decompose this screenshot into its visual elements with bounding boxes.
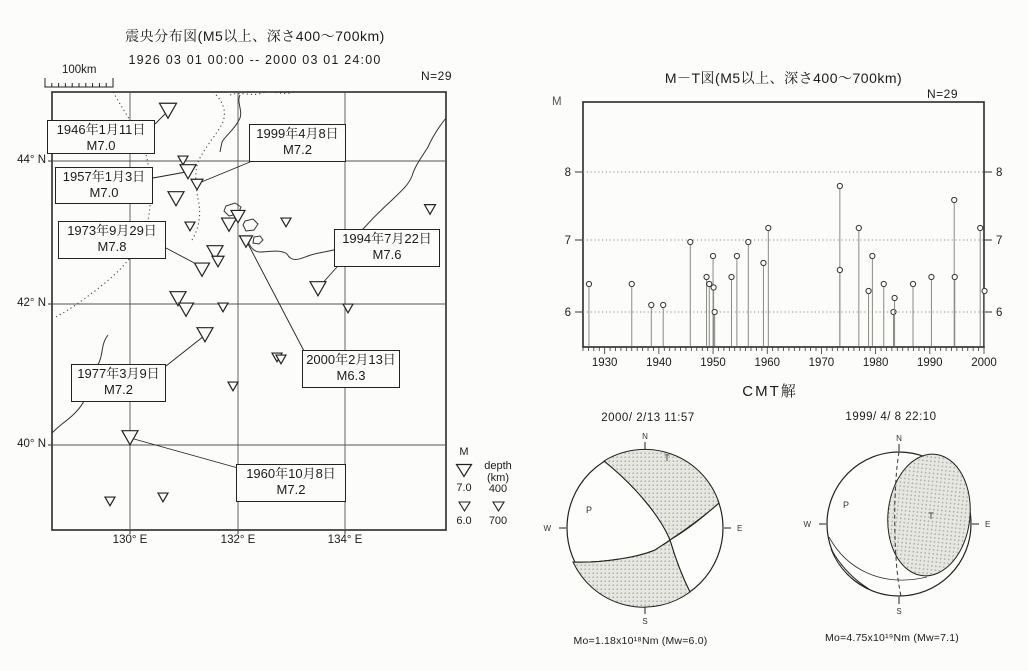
label-leader-line (134, 439, 238, 468)
event-label (55, 167, 153, 204)
mt-data-point (766, 225, 771, 230)
event-label (302, 350, 400, 388)
legend-small-triangle-icon (458, 501, 471, 512)
mt-data-point (910, 281, 915, 286)
mt-data-point (649, 302, 654, 307)
cmt-left-datetime: 2000/ 2/13 11:57 (601, 412, 695, 424)
mt-xtick-label: 1980 (862, 357, 889, 369)
cmt-section-header: CMT解 (742, 383, 798, 400)
map-date-range: 1926 03 01 00:00 -- 2000 03 01 24:00 (128, 53, 382, 67)
epicenter-marker (218, 303, 228, 312)
epicenter-marker (180, 165, 196, 179)
epicenter-marker (425, 205, 436, 215)
mt-chart-title: M－T図(M5以上、深さ400～700km) (664, 70, 903, 86)
event-magnitude: M7.0 (86, 138, 116, 153)
epicenter-marker (222, 218, 237, 231)
event-magnitude: M7.2 (283, 142, 312, 157)
mt-data-point (892, 295, 897, 300)
event-date: 1999年4月8日 (256, 126, 339, 141)
compass-n-label: N (896, 434, 902, 443)
event-label (249, 124, 346, 162)
epicenter-marker (343, 304, 353, 313)
cmt-left-moment: Mo=1.18x10¹⁸Nm (Mw=6.0) (573, 635, 708, 647)
mt-ytick-label: 7 (996, 235, 1003, 247)
mt-xtick-label: 1940 (646, 357, 672, 369)
label-leader-line (199, 162, 250, 183)
legend-depth-shallow: 400 (488, 483, 508, 495)
label-leader-line (153, 172, 186, 178)
p-axis-label: P (585, 505, 593, 515)
mt-xtick-label: 1960 (754, 357, 781, 369)
mt-data-point (881, 281, 886, 286)
mt-data-point (866, 288, 871, 293)
mt-data-point (746, 239, 751, 244)
event-label (334, 229, 440, 267)
cmt-right-datetime: 1999/ 4/ 8 22:10 (845, 411, 937, 423)
map-title: 震央分布図(M5以上、深さ400～700km) (125, 28, 385, 44)
label-leader-line (166, 336, 204, 366)
epicenter-marker (212, 256, 224, 267)
p-axis-label: P (842, 500, 850, 510)
mt-data-point (661, 302, 666, 307)
event-label (47, 120, 155, 154)
event-magnitude: M7.8 (97, 239, 127, 254)
compass-s-label: S (642, 617, 648, 626)
event-label (71, 364, 166, 402)
beachball-2000-02-13 (540, 428, 755, 633)
mt-ytick-label: 8 (996, 167, 1003, 179)
mt-xtick-label: 1970 (808, 357, 835, 369)
mt-y-axis-label: M (552, 96, 562, 108)
mt-ytick-label: 6 (564, 307, 571, 319)
map-scale-label: 100km (62, 64, 97, 76)
epicenter-marker (105, 497, 115, 506)
epicenter-marker (179, 303, 194, 316)
mt-data-point (586, 281, 591, 286)
compass-w-label: W (543, 524, 551, 533)
epicenter-marker (168, 192, 184, 206)
epicenter-marker (160, 103, 177, 118)
epicenter-marker (310, 282, 326, 296)
compass-n-label: N (642, 432, 648, 441)
mt-data-point (729, 274, 734, 279)
event-label (236, 464, 346, 502)
compass-w-label: W (803, 520, 811, 529)
mt-event-count: N=29 (926, 87, 958, 101)
event-magnitude: M7.6 (372, 247, 402, 262)
label-leader-line (247, 242, 304, 351)
epicenter-marker (158, 493, 168, 502)
mt-ytick-label: 8 (564, 167, 571, 179)
legend-depth-deep: 700 (488, 515, 508, 527)
legend-depth-unit: (km) (487, 472, 509, 484)
epicenter-marker (185, 222, 195, 231)
mt-data-point (870, 253, 875, 258)
epicenter-marker (228, 382, 238, 391)
lat-label: 40° N (17, 438, 46, 450)
mt-data-point (837, 267, 842, 272)
mt-data-point (711, 285, 716, 290)
epicenter-markers (105, 103, 436, 506)
event-date: 1957年1月3日 (62, 169, 146, 184)
mt-data-point (982, 288, 987, 293)
mt-xtick-label: 1950 (700, 357, 726, 369)
mt-data-point (978, 225, 983, 230)
t-axis-label: T (664, 453, 670, 463)
legend-magnitude-large: 7.0 (456, 482, 472, 494)
epicenter-marker (191, 179, 203, 190)
mt-data-point (929, 274, 934, 279)
mt-chart (540, 85, 1020, 380)
mt-xtick-label: 1930 (591, 357, 618, 369)
epicenter-marker (122, 431, 138, 445)
mt-data-point (761, 260, 766, 265)
mt-data-point (952, 274, 957, 279)
beachball-1999-04-08 (795, 425, 1010, 630)
mt-data-point (629, 281, 634, 286)
legend-large-triangle-icon (455, 463, 473, 478)
lat-label: 44° N (17, 154, 46, 166)
cmt-right-moment: Mo=4.75x10¹⁹Nm (Mw=7.1) (825, 632, 959, 644)
mt-data-point (891, 309, 896, 314)
map-scale-bar (45, 78, 113, 87)
map-event-count: N=29 (420, 69, 452, 83)
epicenter-marker (178, 156, 188, 165)
mt-data-point (710, 253, 715, 258)
lon-label: 132° E (220, 534, 256, 546)
event-magnitude: M7.2 (104, 382, 133, 397)
mt-xtick-label: 2000 (971, 357, 997, 369)
lat-label: 42° N (17, 297, 46, 309)
event-date: 1960年10月8日 (246, 466, 336, 481)
event-magnitude: M6.3 (336, 368, 366, 383)
epicenter-marker (195, 263, 210, 276)
event-date: 1946年1月11日 (56, 122, 146, 137)
event-date: 2000年2月13日 (306, 352, 396, 367)
legend-magnitude-small: 6.0 (456, 515, 472, 527)
mt-data-point (952, 197, 957, 202)
label-leader-lines (134, 112, 337, 468)
event-date: 1994年7月22日 (342, 231, 432, 246)
mt-data-point (704, 274, 709, 279)
event-magnitude: M7.2 (276, 482, 306, 497)
mt-data-point (856, 225, 861, 230)
event-date: 1977年3月9日 (77, 366, 160, 381)
compass-e-label: E (737, 524, 743, 533)
mt-ytick-label: 6 (996, 307, 1003, 319)
lon-label: 134° E (327, 534, 363, 546)
mt-data-point (837, 183, 842, 188)
compass-e-label: E (985, 520, 991, 529)
event-label (58, 221, 166, 259)
legend-depth-triangle-icon (492, 501, 505, 512)
lon-label: 130° E (112, 534, 148, 546)
mt-data-point (734, 253, 739, 258)
mt-data-point (688, 239, 693, 244)
t-axis-label: T (928, 511, 934, 521)
epicenter-marker (281, 218, 291, 227)
event-date: 1973年9月29日 (67, 223, 157, 238)
legend-depth-header: depth (484, 460, 512, 472)
mt-xtick-label: 1990 (917, 357, 943, 369)
compass-s-label: S (896, 607, 902, 616)
mt-frame (583, 102, 984, 347)
event-magnitude: M7.0 (89, 185, 119, 200)
legend-magnitude-header: M (459, 446, 469, 458)
mt-data-point (712, 309, 717, 314)
mt-ytick-label: 7 (564, 235, 571, 247)
